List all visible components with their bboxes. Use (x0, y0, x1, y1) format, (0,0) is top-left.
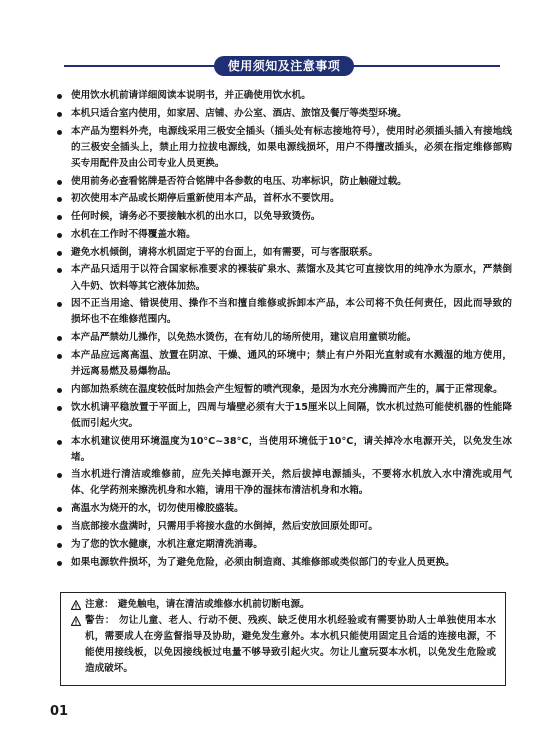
list-item (54, 209, 512, 225)
bullet-icon (57, 268, 62, 273)
list-item-text: 饮水机请平稳放置于平面上，四周与墙壁必须有大于15厘米以上间隔，饮水机过热可能使机器的性能降低而引起火灾。 (71, 401, 512, 429)
list-item-text: 本产品只适用于以符合国家标准要求的裸装矿泉水、蒸馏水及其它可直接饮用的纯净水为原水，严禁倒入牛奶、饮料等其它液体加热。 (71, 264, 512, 292)
list-item (54, 382, 512, 398)
list-item-text: 避免水机倾倒，请将水机固定于平的台面上，如有需要，可与客服联系。 (71, 246, 378, 258)
list-item-text: 使用前务必查看铭牌是否符合铭牌中各参数的电压、功率标识，防止触碰过载。 (71, 175, 407, 187)
bullet-icon (57, 233, 62, 238)
list-item (54, 296, 512, 328)
warning-triangle-icon (71, 600, 81, 610)
list-item (54, 519, 512, 535)
list-item-text: 高温水为烧开的水，切勿使用橡胶盛装。 (71, 503, 244, 515)
list-item (54, 434, 512, 466)
list-item-text: 本机只适合室内使用，如家居、店铺、办公室、酒店、旅馆及餐厅等类型环境。 (71, 107, 407, 119)
bullet-icon (57, 112, 62, 117)
list-item (54, 555, 512, 571)
section-title-band (64, 56, 500, 76)
list-item-text: 初次使用本产品或长期停后重新使用本产品，首杯水不要饮用。 (71, 193, 340, 205)
list-item (54, 245, 512, 261)
bullet-icon (57, 180, 62, 185)
bullet-icon (57, 251, 62, 256)
list-item (54, 348, 512, 380)
list-item-text: 水机在工作时不得覆盖水箱。 (71, 228, 196, 240)
warning-note (71, 613, 496, 677)
list-item-text: 任何时候，请务必不要接触水机的出水口，以免导致烫伤。 (71, 211, 321, 223)
list-item-text: 因不正当用途、错误使用、操作不当和擅自维修或拆卸本产品，本公司将不负任何责任，因此而导致的损坏也不在维修范围内。 (71, 298, 512, 326)
list-item-text: 本产品应远离高温、放置在阴凉、干燥、通风的环境中；禁止有户外阳光直射或有水溅湿的地方使用，并远离易燃及易爆物品。 (71, 349, 512, 378)
list-item (54, 174, 512, 190)
bullet-icon (57, 507, 62, 512)
list-item-text: 如果电源软件损坏，为了避免危险，必须由制造商、其维修部或类似部门的专业人员更换。 (71, 556, 455, 568)
list-item-text: 使用饮水机前请详细阅读本说明书，并正确使用饮水机。 (71, 90, 311, 101)
bullet-icon (57, 388, 62, 393)
warning-label: 警告： (85, 615, 115, 627)
list-item (54, 88, 512, 104)
list-item (54, 227, 512, 243)
bullet-icon (57, 406, 62, 411)
section-title: 使用须知及注意事项 (214, 56, 354, 76)
list-item (54, 467, 512, 499)
list-item-text: 为了您的饮水健康，水机注意定期清洗消毒。 (71, 538, 263, 550)
list-item (54, 262, 512, 294)
bullet-icon (57, 336, 62, 341)
list-item (54, 124, 512, 172)
page-number: 01 (50, 704, 69, 719)
list-item (54, 501, 512, 517)
list-item-text: 当水机进行清洁或维修前，应先关掉电源开关，然后拔掉电源插头，不要将水机放入水中清洗或用气体、化学药剂来擦洗机身和水箱，请用干净的湿抹布清洁机身和水箱。 (71, 469, 512, 497)
bullet-icon (57, 354, 62, 359)
bullet-icon (57, 215, 62, 220)
bullet-icon (57, 561, 62, 566)
bullet-icon (57, 440, 62, 445)
bullet-icon (57, 197, 62, 202)
bullet-icon (57, 473, 62, 478)
notes-list (54, 88, 512, 572)
list-item (54, 106, 512, 122)
list-item-text: 本水机建议使用环境温度为10°C~38°C，当使用环境低于10°C，请关掉冷水电源开关，以免发生冰堵。 (71, 435, 512, 463)
bullet-icon (57, 543, 62, 548)
list-item-text: 当底部接水盘满时，只需用手将接水盘的水倒掉，然后安放回原处即可。 (71, 521, 378, 533)
warning-triangle-icon (71, 616, 81, 626)
caution-text: 避免触电，请在清洁或维修水机前切断电源。 (117, 599, 310, 610)
caution-note (71, 597, 496, 613)
list-item-text: 内部加热系统在温度较低时加热会产生短暂的喷汽现象，是因为水充分沸腾而产生的，属于正常现象。 (71, 383, 503, 395)
list-item (54, 191, 512, 207)
bullet-icon (57, 130, 62, 135)
caution-label: 注意： (85, 599, 114, 610)
bullet-icon (57, 525, 62, 530)
list-item (54, 400, 512, 432)
bullet-icon (57, 94, 62, 99)
list-item-text: 本产品严禁幼儿操作，以免热水烫伤，在有幼儿的场所使用，建议启用童锁功能。 (71, 332, 417, 344)
notice-box (60, 592, 506, 686)
list-item (54, 537, 512, 553)
list-item-text: 本产品为塑料外壳，电源线采用三极安全插头（插头处有标志接地符号），使用时必须插头插入有接地线的三极安全插头上，禁止用力拉拔电源线，如果电源线损坏，用户不得擅改插头，必须在指定维修部购买专用配件及由公司专业人员更换。 (71, 125, 512, 169)
warning-text: 勿让儿童、老人、行动不便、残疾、缺乏使用水机经验或有需要协助人士单独使用本水机，需要成人在旁监督指导及协助，避免发生意外。本水机只能使用固定且合适的连接电源，不能使用接线板，以免因接线板过电量不够导致引起火灾。勿让儿童玩耍本水机，以免发生危险或造成破坏。 (85, 615, 497, 675)
bullet-icon (57, 302, 62, 307)
list-item (54, 330, 512, 346)
